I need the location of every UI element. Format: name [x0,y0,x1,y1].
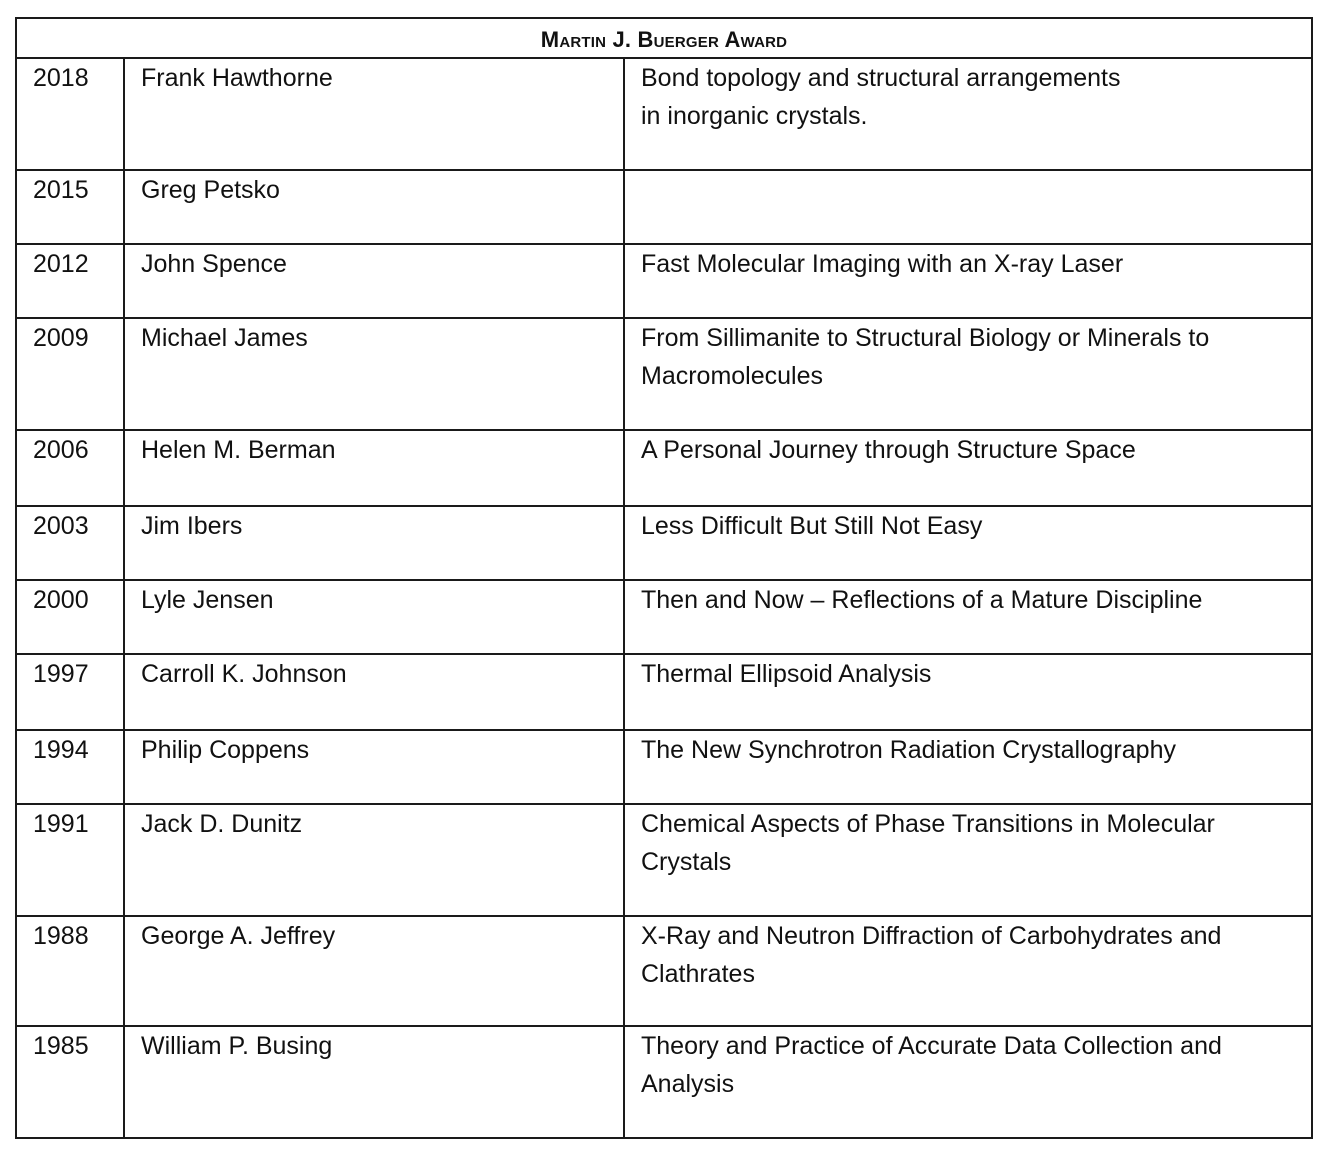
lecture-title-cell [624,916,1312,1026]
lecture-title-line: X-Ray and Neutron Diffraction of Carbohydrates and [641,922,1222,950]
recipient-cell [124,730,624,804]
recipient-cell [124,244,624,318]
table-row [16,654,1312,730]
lecture-title [625,731,1311,769]
lecture-title-cell [624,804,1312,916]
recipient-name: John Spence [141,250,287,278]
lecture-title [625,655,1311,693]
lecture-title-cell [624,580,1312,654]
recipient-cell [124,654,624,730]
table-title: Martin J. Buerger Award [540,27,788,52]
table-title-cell [16,18,1312,58]
recipient-name: George A. Jeffrey [141,922,336,950]
lecture-title-line: Less Difficult But Still Not Easy [641,512,983,540]
year-cell [16,730,124,804]
award-year: 2009 [33,324,89,352]
lecture-title-line: The New Synchrotron Radiation Crystallography [641,736,1176,764]
year-cell [16,430,124,506]
lecture-title-line: Crystals [641,848,732,876]
recipient-cell [124,506,624,580]
table-row [16,730,1312,804]
lecture-title-line: From Sillimanite to Structural Biology or Minerals to [641,324,1210,352]
year-cell [16,506,124,580]
lecture-title-line: Fast Molecular Imaging with an X-ray Laser [641,250,1124,278]
recipient-name: William P. Busing [141,1032,333,1060]
recipient-name: Jack D. Dunitz [141,810,303,838]
table-row [16,318,1312,430]
award-year: 2015 [33,176,89,204]
lecture-title-cell [624,1026,1312,1138]
recipient-cell [124,580,624,654]
recipient-name: Helen M. Berman [141,436,336,464]
lecture-title-cell [624,318,1312,430]
lecture-title-line: Clathrates [641,960,755,988]
recipient-cell [124,804,624,916]
lecture-title-line: Analysis [641,1070,735,1098]
lecture-title [625,507,1311,545]
lecture-title-line: Theory and Practice of Accurate Data Collection and [641,1032,1222,1060]
recipient-cell [124,318,624,430]
lecture-title-line: in inorganic crystals. [641,102,868,130]
lecture-title [625,581,1311,619]
lecture-title-line: Thermal Ellipsoid Analysis [641,660,932,688]
recipient-cell [124,170,624,244]
recipient-cell [124,430,624,506]
year-cell [16,580,124,654]
award-year: 1991 [33,810,89,838]
recipient-name: Frank Hawthorne [141,64,333,92]
recipient-cell [124,1026,624,1138]
recipient-name: Lyle Jensen [141,586,274,614]
recipient-cell [124,916,624,1026]
year-cell [16,916,124,1026]
award-year: 2018 [33,64,89,92]
lecture-title-cell [624,430,1312,506]
lecture-title [625,59,1311,135]
table-row [16,916,1312,1026]
table-row [16,170,1312,244]
year-cell [16,244,124,318]
recipient-name: Michael James [141,324,308,352]
table-row [16,580,1312,654]
title-row [16,18,1312,58]
table-row [16,430,1312,506]
lecture-title [625,805,1311,881]
lecture-title [625,1027,1311,1103]
lecture-title [625,917,1311,993]
lecture-title-line: Then and Now – Reflections of a Mature Discipline [641,586,1203,614]
award-year: 1988 [33,922,89,950]
table-row [16,804,1312,916]
lecture-title-cell [624,244,1312,318]
lecture-title-line: Bond topology and structural arrangements [641,64,1121,92]
lecture-title [625,431,1311,469]
award-year: 2003 [33,512,89,540]
award-year: 1994 [33,736,89,764]
recipient-name: Philip Coppens [141,736,310,764]
award-year: 2000 [33,586,89,614]
lecture-title-cell [624,654,1312,730]
award-table [15,17,1313,1139]
recipient-name: Greg Petsko [141,176,280,204]
year-cell [16,318,124,430]
lecture-title-cell [624,58,1312,170]
lecture-title-cell [624,506,1312,580]
lecture-title-cell [624,170,1312,244]
award-year: 1985 [33,1032,89,1060]
lecture-title-line: A Personal Journey through Structure Space [641,436,1136,464]
table-row [16,58,1312,170]
year-cell [16,58,124,170]
table-row [16,244,1312,318]
table-row [16,506,1312,580]
lecture-title [625,319,1311,395]
award-rows [16,58,1312,1138]
recipient-name: Jim Ibers [141,512,243,540]
year-cell [16,804,124,916]
lecture-title-line: Chemical Aspects of Phase Transitions in Molecular [641,810,1215,838]
table-row [16,1026,1312,1138]
lecture-title-line: Macromolecules [641,362,824,390]
year-cell [16,1026,124,1138]
year-cell [16,654,124,730]
year-cell [16,170,124,244]
award-year: 2006 [33,436,89,464]
recipient-cell [124,58,624,170]
award-year: 2012 [33,250,89,278]
award-year: 1997 [33,660,89,688]
lecture-title [625,245,1311,283]
lecture-title-cell [624,730,1312,804]
recipient-name: Carroll K. Johnson [141,660,347,688]
